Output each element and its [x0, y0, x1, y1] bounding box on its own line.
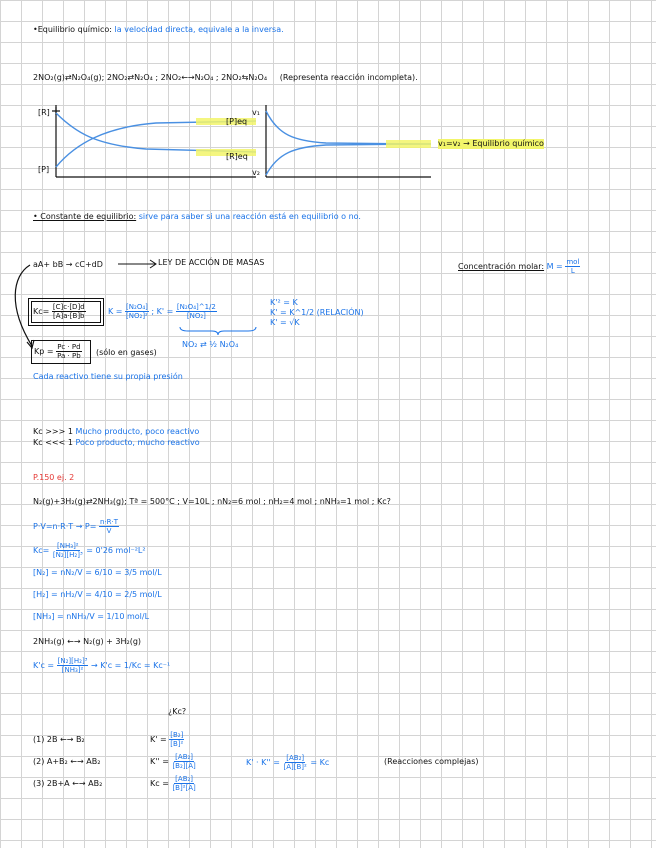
complex-title: ¿Kc? — [168, 707, 187, 716]
incomplete-reaction-note: (Representa reacción incompleta). — [279, 73, 418, 82]
reverse-kc-line: K'c = $\frac{\text{[N₂][H₂]³}}{\text{[NH₃]²}}$ → K'c = 1/Kc = Kc⁻¹ — [33, 657, 171, 674]
k1-expression: K' = $\frac{\text{[B₂]}}{\text{[B]²}}$ — [150, 731, 184, 748]
kp-gases-note: (sólo en gases) — [96, 348, 157, 357]
relation-line-3: K' = √K — [270, 318, 300, 327]
equilibrium-definition: la velocidad directa, equivale a la inversa. — [114, 25, 284, 34]
molar-concentration — [458, 258, 580, 275]
reaction-notations-line — [33, 73, 418, 83]
molar-concentration-label: Concentración molar: — [458, 262, 545, 271]
kc-expression-line: Kc= $\frac{\text{[NH₃]²}}{\text{[N₂][H₂]³}}$ = 0'26 mol⁻²L² — [33, 542, 146, 559]
constant-heading-line — [33, 212, 361, 222]
half-reaction-note: NO₂ ⇄ ½ N₂O₄ — [182, 340, 239, 349]
exercise-title: P.150 ej. 2 — [33, 473, 75, 482]
graph2-v1-label: v₁ — [252, 108, 260, 117]
constant-bullet: • Constante de equilibrio: — [33, 212, 137, 221]
kc-definition: Kc= $\frac{[C]c\cdot[D]d}{[A]a\cdot[B]b}$ — [33, 303, 85, 320]
graph1-reactants-eq-label: [R]eq — [226, 152, 248, 161]
nh3-concentration: [NH₃] = nNH₃/V = 1/10 mol/L — [33, 612, 150, 621]
generic-reaction: aA+ bB → cC+dD — [33, 260, 103, 269]
kprime-brace — [178, 326, 258, 336]
law-pointer-arrow — [118, 258, 158, 270]
concentration-time-graph — [36, 103, 276, 183]
relation-line-1: K'² = K — [270, 298, 298, 307]
mass-action-law: LEY DE ACCIÓN DE MASAS — [158, 258, 265, 267]
k-no2-example: K = $\frac{\text{[N₂O₄]}}{\text{[NO₂]²}}$ ; K' = $\frac{\text{[N₂O₄]\textasciicircum{}1/2}}{\text{[NO₂]}}$ — [108, 303, 216, 320]
kc-small-line — [33, 438, 200, 448]
relation-label: (RELACIÓN) — [316, 308, 364, 317]
kc-value: = 0'26 mol⁻²L² — [86, 546, 146, 555]
graph1-products-eq-label: [P]eq — [226, 117, 248, 126]
kc-numerator: [C]c·[D]d — [52, 303, 85, 311]
equilibrium-heading-line — [33, 25, 284, 35]
exercise-given: N₂(g)+3H₂(g)⇄2NH₃(g); Tª = 500°C ; V=10L ; nN₂=6 mol ; nH₂=4 mol ; nNH₃=1 mol ; Kc? — [33, 497, 391, 506]
graph2-v2-label: v₂ — [252, 168, 260, 177]
pressure-note: Cada reactivo tiene su propia presión — [33, 372, 183, 381]
velocity-time-graph — [246, 103, 446, 183]
product-expression: K' · K'' = $\frac{\text{[AB₂]}}{\text{[A][B]²}}$ = Kc — [246, 754, 330, 771]
dynamic-equilibrium-label: v₁=v₂ → Equilibrio químico — [438, 139, 544, 148]
k3-expression: Kc = $\frac{\text{[AB₂]}}{\text{[B]²[A]}}$ — [150, 775, 196, 792]
reaction-1: (1) 2B ←→ B₂ — [33, 735, 85, 744]
reaction-2: (2) A+B₂ ←→ AB₂ — [33, 757, 101, 766]
molar-formula-num: mol — [566, 258, 580, 266]
ideal-gas-line: P·V=n·R·T → P= $\frac{n\cdot R\cdot T}{V}$ — [33, 518, 119, 535]
kc-small-meaning: Poco producto, mucho reactivo — [75, 438, 200, 447]
h2-concentration: [H₂] = nH₂/V = 4/10 = 2/5 mol/L — [33, 590, 162, 599]
kc-large-symbol: Kc >>> 1 — [33, 427, 73, 436]
kc-large-line — [33, 427, 199, 437]
kc-small-symbol: Kc <<< 1 — [33, 438, 73, 447]
reverse-reaction: 2NH₃(g) ←→ N₂(g) + 3H₂(g) — [33, 637, 142, 646]
kp-denominator: Pa · Pb — [57, 352, 81, 360]
n2-concentration: [N₂] = nN₂/V = 6/10 = 3/5 mol/L — [33, 568, 162, 577]
molar-formula: M = — [546, 262, 563, 271]
reaction-3: (3) 2B+A ←→ AB₂ — [33, 779, 103, 788]
graph1-y-bottom-label: [P] — [38, 165, 50, 174]
relation-line-2: K' = K^1/2 (RELACIÓN) — [270, 308, 364, 317]
equilibrium-bullet: •Equilibrio químico: — [33, 25, 112, 34]
graph1-y-top-label: [R] — [38, 108, 50, 117]
complex-reactions-note: (Reacciones complejas) — [384, 757, 479, 766]
kc-large-meaning: Mucho producto, poco reactivo — [75, 427, 200, 436]
kp-numerator: Pc · Pd — [57, 343, 81, 351]
reaction-notations: 2NO₂(g)⇄N₂O₄(g); 2NO₂⇄N₂O₄ ; 2NO₂←→N₂O₄ ; 2NO₂⇆N₂O₄ — [33, 73, 268, 82]
kp-definition: Kp = $\frac{Pc \cdot Pd}{Pa \cdot Pb}$ — [34, 343, 81, 360]
kc-denominator: [A]a·[B]b — [53, 312, 85, 320]
k2-expression: K'' = $\frac{\text{[AB₂]}}{\text{[B₂][A]}}$ — [150, 753, 196, 770]
constant-definition: sirve para saber si una reacción está en equilibrio o no. — [138, 212, 361, 221]
molar-formula-den: L — [570, 267, 575, 275]
